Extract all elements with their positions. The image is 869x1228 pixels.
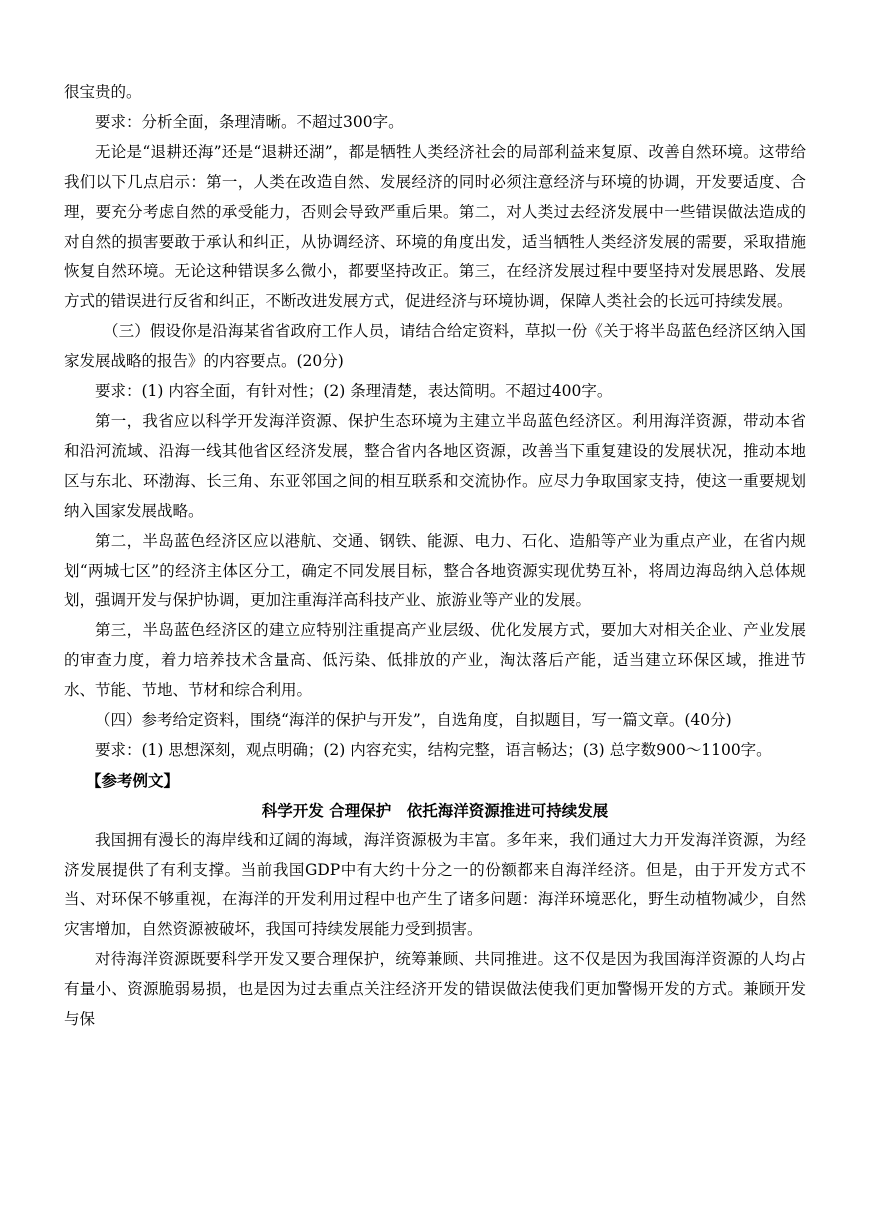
answer-point-two: 第二，半岛蓝色经济区应以港航、交通、钢铁、能源、电力、石化、造船等产业为重点产业，在省内规划“两城七区”的经济主体区分工，确定不同发展目标，整合各地资源实现优势互补，将周边海岛纳入总体规划，强调开发与保护协调，更加注重海洋高科技产业、旅游业等产业的发展。 <box>64 531 806 610</box>
question-three: （三）假设你是沿海某省省政府工作人员，请结合给定资料，草拟一份《关于将半岛蓝色经济区纳入国家发展战略的报告》的内容要点。(20分) <box>64 322 806 371</box>
requirement-paragraph: 要求：(1) 内容全面，有针对性；(2) 条理清楚，表达简明。不超过400字。 <box>95 382 613 401</box>
answer-paragraph: 无论是“退耕还海”还是“退耕还湖”，都是牺牲人类经济社会的局部利益来复原、改善自然环境。这带给我们以下几点启示：第一，人类在改造自然、发展经济的同时必须注意经济与环境的协调，开发要适度、合理，要充分考虑自然的承受能力，否则会导致严重后果。第二，对人类过去经济发展中一些错误做法造成的对自然的损害要敢于承认和纠正，从协调经济、环境的角度出发，适当牺牲人类经济发展的需要，采取措施恢复自然环境。无论这种错误多么微小，都要坚持改正。第三，在经济发展过程中要坚持对发展思路、发展方式的错误进行反省和纠正，不断改进发展方式，促进经济与环境协调，保障人类社会的长远可持续发展。 <box>64 142 806 311</box>
question-four: （四）参考给定资料，围绕“海洋的保护与开发”，自选角度，自拟题目，写一篇文章。(40分) <box>95 711 732 730</box>
requirement-paragraph: 要求：(1) 思想深刻，观点明确；(2) 内容充实，结构完整，语言畅达；(3) 总字数900～1100字。 <box>95 740 772 759</box>
paragraph-continuation: 很宝贵的。 <box>64 83 142 101</box>
essay-paragraph: 我国拥有漫长的海岸线和辽阔的海域，海洋资源极为丰富。多年来，我们通过大力开发海洋资源，为经济发展提供了有利支撑。当前我国GDP中有大约十分之一的份额都来自海洋经济。但是，由于开发方式不当、对环保不够重视，在海洋的开发利用过程中也产生了诸多问题：海洋环境恶化，野生动植物减少，自然灾害增加，自然资源被破坏，我国可持续发展能力受到损害。 <box>64 830 806 939</box>
answer-point-three: 第三，半岛蓝色经济区的建立应特别注重提高产业层级、优化发展方式，要加大对相关企业、产业发展的审查力度，着力培养技术含量高、低污染、低排放的产业，淘汰落后产能，适当建立环保区域，推进节水、节能、节地、节材和综合利用。 <box>64 621 806 700</box>
answer-point-one: 第一，我省应以科学开发海洋资源、保护生态环境为主建立半岛蓝色经济区。利用海洋资源，带动本省和沿河流域、沿海一线其他省区经济发展，整合省内各地区资源，改善当下重复建设的发展状况，推动本地区与东北、环渤海、长三角、东亚邻国之间的相互联系和交流协作。应尽力争取国家支持，使这一重要规划纳入国家发展战略。 <box>64 411 806 520</box>
essay-title: 科学开发 合理保护 依托海洋资源推进可持续发展 <box>261 800 609 820</box>
sample-essay-label: 【参考例文】 <box>86 770 180 790</box>
requirement-paragraph: 要求：分析全面，条理清晰。不超过300字。 <box>95 112 404 131</box>
document-page <box>64 78 806 1035</box>
essay-paragraph: 对待海洋资源既要科学开发又要合理保护，统筹兼顾、共同推进。这不仅是因为我国海洋资源的人均占有量小、资源脆弱易损，也是因为过去重点关注经济开发的错误做法使我们更加警惕开发的方式。兼顾开发与保 <box>64 950 806 1029</box>
